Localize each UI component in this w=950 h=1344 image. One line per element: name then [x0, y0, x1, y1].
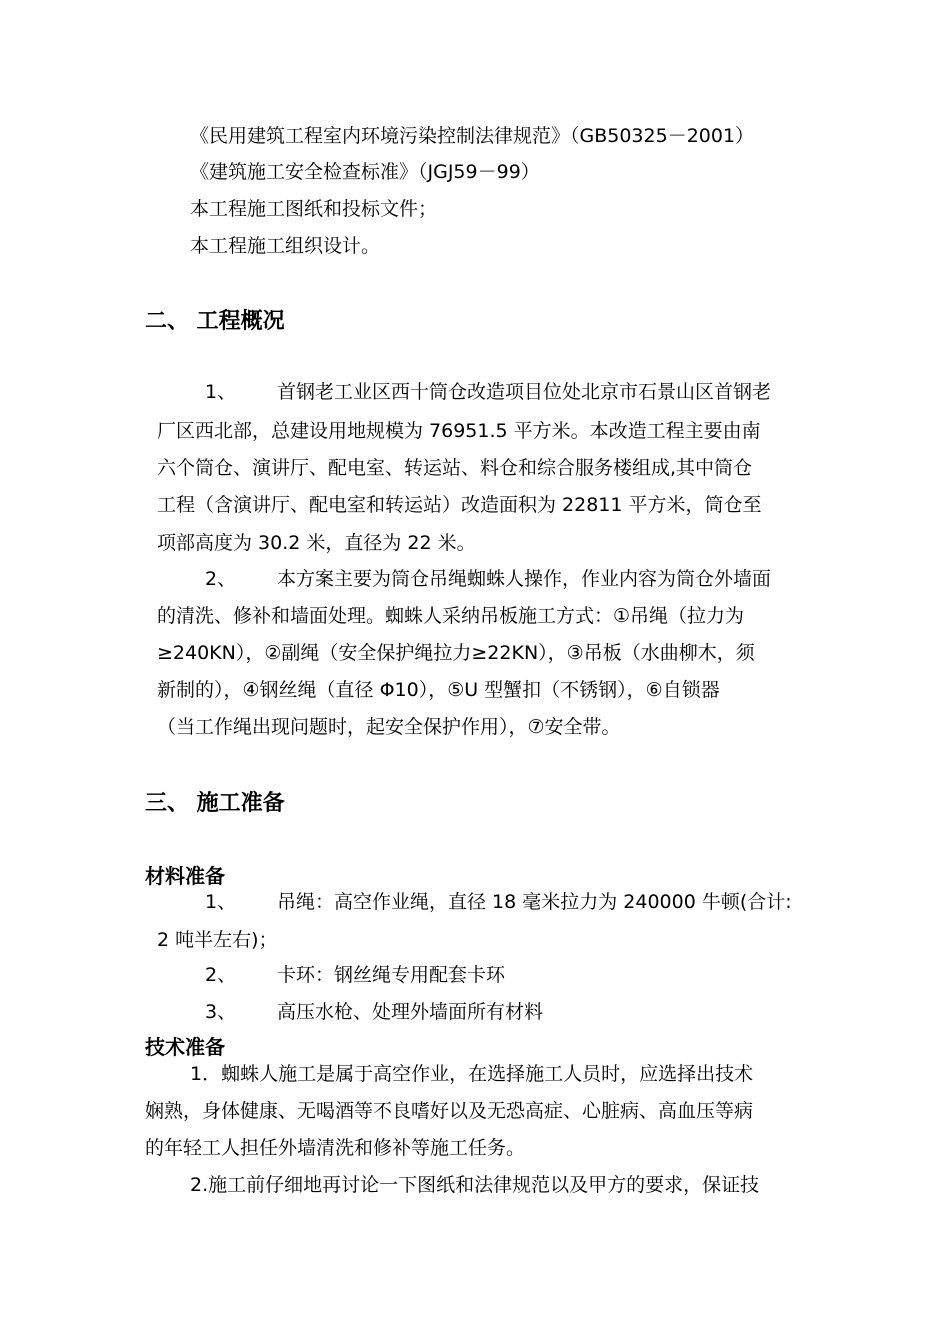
reference-line: 《建筑施工安全检查标准》（JGJ59－99） — [190, 161, 540, 183]
paragraph-line: 厂区西北部，总建设用地规模为 76951.5 平方米。本改造工程主要由南 — [157, 420, 761, 442]
paragraph-line: 项部高度为 30.2 米，直径为 22 米。 — [157, 532, 476, 554]
paragraph-line: 的清洗、修补和墙面处理。蜘蛛人采纳吊板施工方式：①吊绳（拉力为 — [157, 605, 745, 627]
paragraph-line: 工程（含演讲厅、配电室和转运站）改造面积为 22811 平方米，筒仓至 — [157, 494, 762, 516]
paragraph-line: 六个筒仓、演讲厅、配电室、转运站、料仓和综合服务楼组成,其中筒仓 — [157, 457, 753, 479]
paragraph-line: 本方案主要为筒仓吊绳蜘蛛人操作，作业内容为筒仓外墙面 — [277, 568, 772, 590]
item-number: 1、 — [205, 891, 237, 913]
paragraph-line: 卡环：钢丝绳专用配套卡环 — [277, 964, 506, 986]
paragraph-line: 2.施工前仔细地再讨论一下图纸和法律规范以及甲方的要求，保证技 — [190, 1174, 760, 1196]
subsection-heading: 材料准备 — [145, 864, 225, 888]
list-item — [205, 567, 865, 591]
paragraph-line: 的年轻工人担任外墙清洗和修补等施工任务。 — [145, 1137, 526, 1159]
paragraph-line: 新制的），④钢丝绳（直径 Φ10），⑤U 型蟹扣（不锈钢），⑥自锁器 — [157, 679, 720, 701]
list-item — [205, 890, 865, 914]
item-number: 2、 — [205, 568, 237, 590]
paragraph-line: 吊绳：高空作业绳，直径 18 毫米拉力为 240000 牛顿(合计: — [277, 891, 792, 913]
paragraph-line: 1．蜘蛛人施工是属于高空作业，在选择施工人员时，应选择出技术 — [190, 1063, 754, 1085]
list-item — [205, 380, 865, 404]
paragraph-line: 2 吨半左右)； — [157, 929, 278, 951]
list-item — [205, 963, 865, 987]
paragraph-line: 高压水枪、处理外墙面所有材料 — [277, 1001, 544, 1023]
paragraph-line: （当工作绳出现问题时，起安全保护作用），⑦安全带。 — [157, 716, 621, 738]
section-heading: 三、 施工准备 — [145, 791, 285, 816]
paragraph-line: ≥240KN），②副绳（安全保护绳拉力≥22KN），③吊板（水曲柳木，须 — [157, 642, 755, 664]
item-number: 1、 — [205, 381, 237, 403]
section-heading: 二、 工程概况 — [145, 309, 285, 334]
reference-line: 本工程施工图纸和投标文件； — [190, 198, 438, 220]
paragraph-line: 娴熟，身体健康、无喝酒等不良嗜好以及无恐高症、心脏病、高血压等病 — [145, 1100, 754, 1122]
reference-line: 《民用建筑工程室内环境污染控制法律规范》（GB50325－2001） — [190, 125, 755, 147]
paragraph-line: 首钢老工业区西十筒仓改造项目位处北京市石景山区首钢老 — [277, 381, 772, 403]
item-number: 2、 — [205, 964, 237, 986]
list-item — [205, 1000, 865, 1024]
subsection-heading: 技术准备 — [145, 1035, 225, 1059]
reference-line: 本工程施工组织设计。 — [190, 235, 381, 257]
item-number: 3、 — [205, 1001, 237, 1023]
